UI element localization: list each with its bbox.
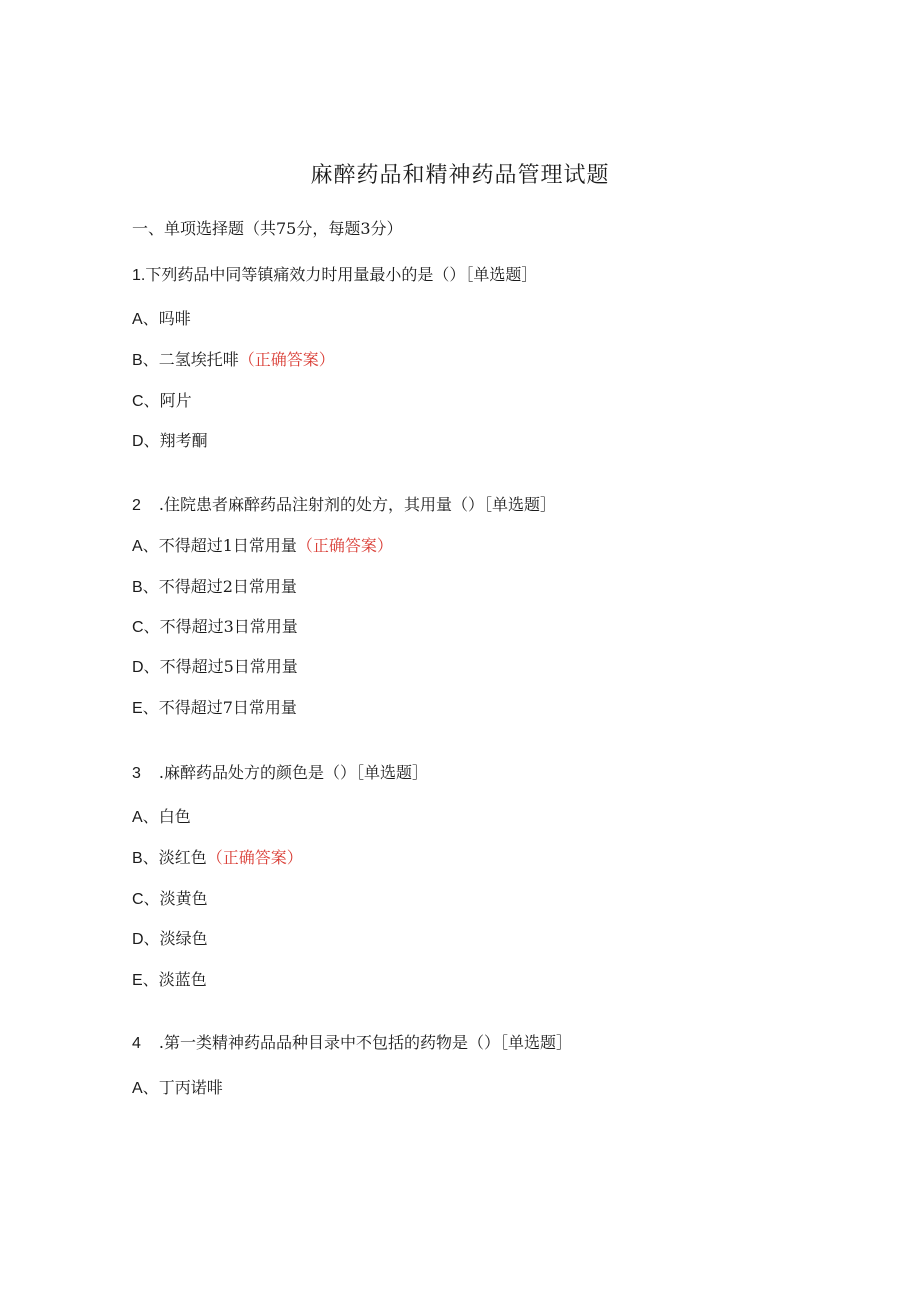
option-text: 不得超过7日常用量 (158, 698, 297, 717)
option-letter: B、 (132, 579, 159, 596)
option-2-a (132, 535, 393, 558)
option-letter: B、 (132, 352, 159, 369)
option-letter: A、 (132, 1080, 159, 1097)
option-2-d (132, 656, 298, 679)
option-text: 淡红色 (158, 848, 207, 867)
option-text: 淡蓝色 (158, 970, 207, 989)
section-heading: 一、单项选择题（共75分，每题3分） (132, 219, 403, 238)
question-text: 下列药品中同等镇痛效力时用量最小的是（）［单选题］ (145, 265, 538, 284)
option-letter: A、 (132, 809, 159, 826)
option-3-b (132, 847, 303, 870)
option-3-a (132, 806, 191, 829)
option-text: 不得超过3日常用量 (159, 617, 298, 636)
option-1-b (132, 349, 335, 372)
correct-answer-mark: （正确答案） (206, 848, 303, 867)
question-1 (132, 264, 537, 287)
option-letter: E、 (132, 972, 159, 989)
option-letter: D、 (132, 659, 160, 676)
option-text: 翔考酮 (159, 431, 208, 450)
correct-answer-mark: （正确答案） (238, 350, 335, 369)
option-text: 不得超过2日常用量 (158, 577, 297, 596)
option-text: 不得超过1日常用量 (158, 536, 297, 555)
question-4 (132, 1032, 572, 1055)
page-title: 麻醉药品和精神药品管理试题 (310, 163, 610, 188)
question-number: 1. (132, 267, 146, 284)
question-number: 3 (132, 765, 141, 782)
option-4-a (132, 1077, 223, 1100)
option-text: 二氢埃托啡 (158, 350, 239, 369)
option-text: 吗啡 (158, 309, 191, 328)
question-text: .第一类精神药品品种目录中不包括的药物是（）［单选题］ (158, 1033, 572, 1052)
option-text: 淡黄色 (159, 889, 208, 908)
question-number: 2 (132, 497, 141, 514)
option-letter: E、 (132, 700, 159, 717)
correct-answer-mark: （正确答案） (296, 536, 393, 555)
option-letter: C、 (132, 393, 160, 410)
option-letter: C、 (132, 891, 160, 908)
option-1-c (132, 390, 192, 413)
option-2-b (132, 576, 297, 599)
option-text: 不得超过5日常用量 (159, 657, 298, 676)
option-letter: B、 (132, 850, 159, 867)
option-2-c (132, 616, 298, 639)
option-3-e (132, 969, 207, 992)
question-text: .麻醉药品处方的颜色是（）［单选题］ (158, 763, 428, 782)
question-2 (132, 494, 556, 517)
option-2-e (132, 697, 297, 720)
option-text: 丁丙诺啡 (158, 1078, 223, 1097)
option-letter: D、 (132, 433, 160, 450)
option-3-d (132, 928, 208, 951)
option-letter: C、 (132, 619, 160, 636)
option-text: 白色 (158, 807, 191, 826)
option-1-d (132, 430, 208, 453)
question-3 (132, 762, 428, 785)
option-3-c (132, 888, 208, 911)
option-1-a (132, 308, 191, 331)
option-letter: A、 (132, 538, 159, 555)
question-text: .住院患者麻醉药品注射剂的处方，其用量（）［单选题］ (158, 495, 556, 514)
option-text: 阿片 (159, 391, 192, 410)
option-letter: D、 (132, 931, 160, 948)
question-number: 4 (132, 1035, 141, 1052)
option-letter: A、 (132, 311, 159, 328)
option-text: 淡绿色 (159, 929, 208, 948)
